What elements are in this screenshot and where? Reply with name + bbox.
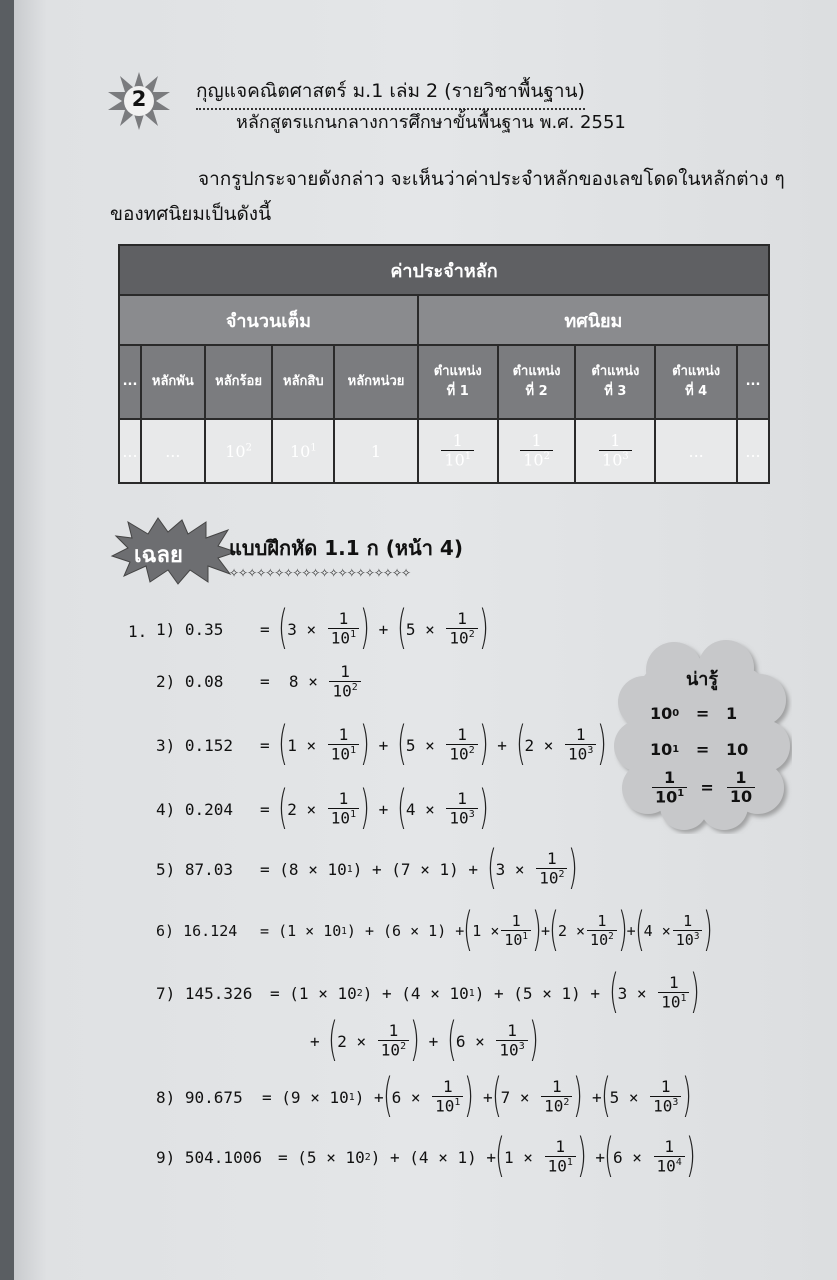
place-value-table xyxy=(118,244,770,484)
answer-badge-label: เฉลย xyxy=(134,543,183,568)
exercise-number: 1. xyxy=(128,622,148,641)
answer-label: 3) 0.152 xyxy=(156,735,234,755)
value-thousands: ... xyxy=(141,419,205,483)
header-decimal-pos-2: ตำแหน่ง ที่ 2 xyxy=(498,345,576,419)
answer-row-4: 4) 0.204 = ( 2 × $\frac{1}{10^1}$ ) + ( 4 × $\frac{1}{10^3}$ ) xyxy=(156,780,489,834)
header-decimal-pos-4: ตำแหน่ง ที่ 4 xyxy=(655,345,737,419)
table-title: ค่าประจำหลัก xyxy=(119,245,769,295)
group-decimal: ทศนิยม xyxy=(418,295,769,345)
answer-row-5: 5) 87.03 = ( 8 × 10 1 ) + ( 7 × 1 ) + ( 3 × $\frac{1}{10^2}$ ) xyxy=(156,840,579,894)
value-decimal-pos-2: $\frac{1}{10^2}$ xyxy=(498,419,576,483)
did-you-know-row-1: 10 0 = 1 xyxy=(650,704,738,723)
header-ellipsis-right: ... xyxy=(737,345,769,419)
group-integer: จำนวนเต็ม xyxy=(119,295,418,345)
value-ellipsis-right: ... xyxy=(737,419,769,483)
header-units: หลักหน่วย xyxy=(334,345,418,419)
did-you-know-row-2: 10 1 = 10 xyxy=(650,740,749,759)
header-decimal-pos-1: ตำแหน่ง ที่ 1 xyxy=(418,345,498,419)
header-hundreds: หลักร้อย xyxy=(205,345,273,419)
value-decimal-pos-1: $\frac{1}{10^1}$ xyxy=(418,419,498,483)
value-tens: $10^1$ xyxy=(272,419,334,483)
intro-line-1: จากรูปกระจายดังกล่าว จะเห็นว่าค่าประจำหลักของเลขโดดในหลักต่าง ๆ xyxy=(198,168,785,190)
curriculum-subtitle: หลักสูตรแกนกลางการศึกษาขั้นพื้นฐาน พ.ศ. 2551 xyxy=(236,112,626,133)
value-decimal-pos-3: $\frac{1}{10^3}$ xyxy=(575,419,655,483)
answer-row-9: 9) 504.1006 = ( 5 × 10 2 ) + ( 4 × 1 ) + ( 1 × $\frac{1}{10^1}$ ) + ( 6 × $\frac{1}{10^4}$ ) xyxy=(156,1128,696,1182)
answer-label: 9) 504.1006 xyxy=(156,1147,262,1167)
answer-row-8: 8) 90.675 = ( 9 × 10 1 ) + ( 6 × $\frac{1}{10^1}$ ) + ( 7 × $\frac{1}{10^2}$ ) + ( 5 × $\frac{1}{10^3}$ ) xyxy=(156,1068,693,1122)
intro-line-2: ของทศนิยมเป็นดังนี้ xyxy=(110,203,272,225)
value-ellipsis-left: ... xyxy=(119,419,141,483)
answer-label: 4) 0.204 xyxy=(156,799,234,819)
answer-label: 7) 145.326 xyxy=(156,983,253,1003)
did-you-know-box xyxy=(614,638,792,834)
value-decimal-pos-4: ... xyxy=(655,419,737,483)
book-page xyxy=(14,0,837,1280)
page-number: 2 xyxy=(131,87,147,111)
answer-label: 8) 90.675 xyxy=(156,1087,243,1107)
answer-label: 6) 16.124 xyxy=(156,922,238,940)
answer-label: 1) 0.35 xyxy=(156,619,224,639)
decorative-divider: ✧✧✧✧✧✧✧✧✧✧✧✧✧✧✧✧✧✧✧✧ xyxy=(229,566,411,580)
header-tens: หลักสิบ xyxy=(272,345,334,419)
did-you-know-row-3: $\frac{1}{10^1}$ = $\frac{1}{10}$ xyxy=(650,770,757,806)
header-decimal-pos-3: ตำแหน่ง ที่ 3 xyxy=(575,345,655,419)
answer-label: 2) 0.08 xyxy=(156,672,224,692)
intro-paragraph xyxy=(110,162,790,232)
header-ellipsis-left: ... xyxy=(119,345,141,419)
did-you-know-title: น่ารู้ xyxy=(686,669,719,690)
answer-row-3: 3) 0.152 = ( 1 × $\frac{1}{10^1}$ ) + ( 5 × $\frac{1}{10^2}$ ) + ( 2 × $\frac{1}{10^3}$ ) xyxy=(156,716,608,770)
answer-row-1: 1) 0.35 = ( 3 × $\frac{1}{10^1}$ ) + ( 5 × $\frac{1}{10^2}$ ) xyxy=(156,600,489,654)
answer-label: 5) 87.03 xyxy=(156,859,234,879)
header-thousands: หลักพัน xyxy=(141,345,205,419)
value-units: 1 xyxy=(334,419,418,483)
value-hundreds: $10^2$ xyxy=(205,419,273,483)
answer-row-7-continued: + ( 2 × $\frac{1}{10^2}$ ) + ( 6 × $\frac{1}{10^3}$ ) xyxy=(310,1012,539,1066)
exercise-title: แบบฝึกหัด 1.1 ก (หน้า 4) xyxy=(229,536,463,560)
answer-row-7: 7) 145.326 = ( 1 × 10 2 ) + ( 4 × 10 1 ) + ( 5 × 1 ) + ( 3 × $\frac{1}{10^1}$ ) xyxy=(156,964,701,1018)
book-title: กุญแจคณิตศาสตร์ ม.1 เล่ม 2 (รายวิชาพื้นฐาน) xyxy=(196,76,585,110)
answer-row-2: 2) 0.08 = 8 × $\frac{1}{10^2}$ xyxy=(156,664,363,700)
answer-row-6: 6) 16.124 = ( 1 × 10 1 ) + ( 6 × 1 ) + ( 1 × $\frac{1}{10^1}$ ) + ( 2 × $\frac{1}{10^2}$ ) + ( 4 × $\frac{1}{10^3}$ ) xyxy=(156,902,714,956)
